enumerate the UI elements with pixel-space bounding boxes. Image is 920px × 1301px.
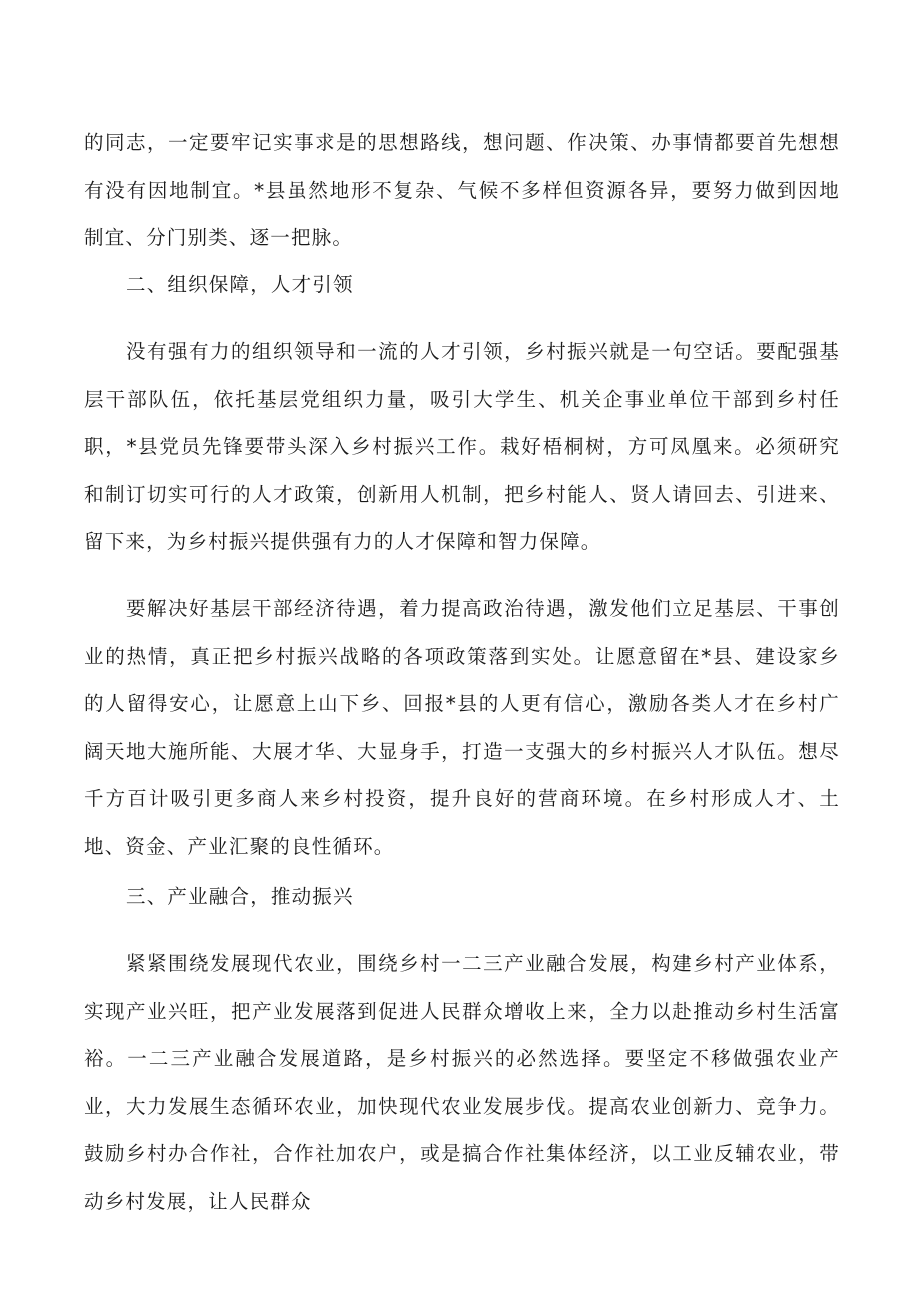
paragraph-industry-integration: 紧紧围绕发展现代农业，围绕乡村一二三产业融合发展，构建乡村产业体系，实现产业兴旺，把产业发展落到促进人民群众增收上来，全力以赴推动乡村生活富裕。一二三产业融合发展道路，是乡村振兴的必然选择。要坚定不移做强农业产业，大力发展生态循环农业，加快现代农业发展步伐。提高农业创新力、竞争力。鼓励乡村办合作社，合作社加农户，或是搞合作社集体经济，以工业反辅农业，带动乡村发展，让人民群众 [84, 952, 840, 1213]
section-heading-industry: 三、产业融合，推动振兴 [126, 885, 354, 908]
section-heading-organization: 二、组织保障，人才引领 [126, 273, 354, 296]
paragraph-talent-leadership: 没有强有力的组织领导和一流的人才引领，乡村振兴就是一句空话。要配强基层干部队伍，依托基层党组织力量，吸引大学生、机关企事业单位干部到乡村任职，*县党员先锋要带头深入乡村振兴工作。栽好梧桐树，方可凤凰来。必须研究和制订切实可行的人才政策，创新用人机制，把乡村能人、贤人请回去、引进来、留下来，为乡村振兴提供强有力的人才保障和智力保障。 [84, 340, 840, 553]
paragraph-cadre-treatment: 要解决好基层干部经济待遇，着力提高政治待遇，激发他们立足基层、干事创业的热情，真正把乡村振兴战略的各项政策落到实处。让愿意留在*县、建设家乡的人留得安心，让愿意上山下乡、回报*县的人更有信心，激励各类人才在乡村广阔天地大施所能、大展才华、大显身手，打造一支强大的乡村振兴人才队伍。想尽千方百计吸引更多商人来乡村投资，提升良好的营商环境。在乡村形成人才、土地、资金、产业汇聚的良性循环。 [84, 597, 840, 858]
continuation-paragraph: 的同志，一定要牢记实事求是的思想路线，想问题、作决策、办事情都要首先想想有没有因地制宜。*县虽然地形不复杂、气候不多样但资源各异，要努力做到因地制宜、分门别类、逐一把脉。 [84, 131, 840, 249]
